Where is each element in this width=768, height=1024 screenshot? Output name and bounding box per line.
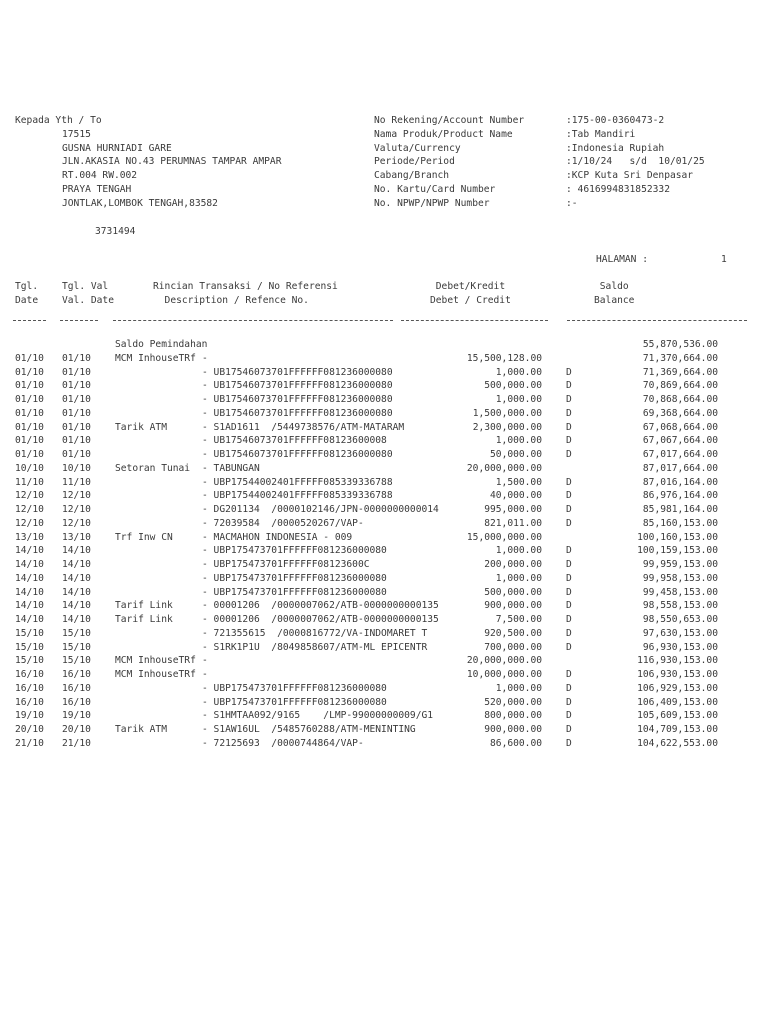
txn-date: 15/10 bbox=[15, 655, 44, 667]
txn-balance: 106,930,153.00 bbox=[637, 669, 718, 680]
txn-balance: 105,609,153.00 bbox=[637, 710, 718, 722]
txn-debit-credit: D bbox=[566, 545, 572, 557]
txn-debit-credit: D bbox=[566, 490, 572, 502]
txn-debit-credit: D bbox=[566, 449, 572, 460]
txn-amount: 1,000.00 bbox=[495, 545, 542, 557]
opening-balance-row bbox=[0, 338, 768, 352]
recipient-block bbox=[15, 114, 282, 211]
txn-value-date: 01/10 bbox=[62, 435, 91, 447]
txn-balance: 71,369,664.00 bbox=[642, 366, 718, 378]
txn-balance: 67,068,664.00 bbox=[642, 421, 718, 433]
txn-amount: 15,500,128.00 bbox=[466, 352, 542, 364]
txn-debit-credit: D bbox=[566, 682, 572, 694]
to-label: Kepada Yth / To bbox=[15, 115, 102, 126]
txn-description: Tarik ATM bbox=[115, 421, 167, 433]
txn-description: MCM InhouseTRf bbox=[115, 352, 196, 364]
txn-value-date: 01/10 bbox=[62, 366, 91, 378]
txn-value-date: 11/10 bbox=[62, 476, 91, 488]
txn-description: Tarik ATM bbox=[115, 724, 167, 735]
separator-balance bbox=[567, 320, 747, 321]
txn-reference: - 72039584 /0000520267/VAP- bbox=[202, 517, 364, 529]
txn-value-date: 01/10 bbox=[62, 352, 91, 364]
txn-debit-credit: D bbox=[566, 407, 572, 419]
txn-reference: - UB17546073701FFFFFF081236000080 bbox=[202, 366, 393, 378]
txn-amount: 1,000.00 bbox=[495, 394, 542, 405]
txn-value-date: 12/10 bbox=[62, 504, 91, 515]
transaction-row bbox=[0, 462, 768, 476]
account-info-value: : 4616994831852332 bbox=[566, 183, 670, 195]
account-info-label: Nama Produk/Product Name bbox=[374, 128, 513, 140]
txn-description: Tarif Link bbox=[115, 614, 173, 625]
txn-reference: - UB17546073701FFFFFF081236000080 bbox=[202, 449, 393, 460]
txn-debit-credit: D bbox=[566, 394, 572, 405]
txn-value-date: 14/10 bbox=[62, 600, 91, 612]
txn-date: 10/10 bbox=[15, 462, 44, 474]
transaction-row bbox=[0, 544, 768, 558]
txn-value-date: 14/10 bbox=[62, 545, 91, 557]
txn-description: Tarif Link bbox=[115, 600, 173, 612]
txn-date: 13/10 bbox=[15, 531, 44, 543]
txn-reference: - 721355615 /0000816772/VA-INDOMARET T bbox=[202, 627, 428, 639]
txn-date: 16/10 bbox=[15, 682, 44, 694]
txn-balance: 70,868,664.00 bbox=[642, 394, 718, 405]
txn-balance: 70,869,664.00 bbox=[642, 380, 718, 392]
txn-value-date: 15/10 bbox=[62, 655, 91, 667]
txn-amount: 995,000.00 bbox=[484, 504, 542, 515]
txn-reference: - UBP17544002401FFFFF085339336788 bbox=[202, 490, 393, 502]
account-info-value: :- bbox=[566, 197, 578, 209]
txn-debit-credit: D bbox=[566, 669, 572, 680]
txn-reference: - S1RK1P1U /8049858607/ATM-ML EPICENTR bbox=[202, 641, 428, 653]
txn-amount: 40,000.00 bbox=[490, 490, 542, 502]
txn-debit-credit: D bbox=[566, 366, 572, 378]
opening-balance-value: 55,870,536.00 bbox=[642, 339, 718, 350]
transaction-row bbox=[0, 627, 768, 641]
txn-reference: - TABUNGAN bbox=[202, 462, 260, 474]
txn-date: 14/10 bbox=[15, 600, 44, 612]
txn-debit-credit: D bbox=[566, 737, 572, 749]
txn-balance: 106,929,153.00 bbox=[637, 682, 718, 694]
txn-reference: - S1AW16UL /5485760288/ATM-MENINTING bbox=[202, 724, 416, 735]
transaction-row bbox=[0, 407, 768, 421]
txn-balance: 96,930,153.00 bbox=[642, 641, 718, 653]
txn-date: 14/10 bbox=[15, 614, 44, 625]
account-info-value: :Indonesia Rupiah bbox=[566, 142, 665, 154]
transaction-row bbox=[0, 723, 768, 737]
txn-balance: 87,017,664.00 bbox=[642, 462, 718, 474]
txn-balance: 87,016,164.00 bbox=[642, 476, 718, 488]
txn-date: 19/10 bbox=[15, 710, 44, 722]
txn-debit-credit: D bbox=[566, 421, 572, 433]
txn-debit-credit: D bbox=[566, 517, 572, 529]
txn-debit-credit: D bbox=[566, 559, 572, 570]
transaction-row bbox=[0, 393, 768, 407]
txn-amount: 920,500.00 bbox=[484, 627, 542, 639]
txn-balance: 86,976,164.00 bbox=[642, 490, 718, 502]
account-info-label: No Rekening/Account Number bbox=[374, 115, 525, 126]
customer-number: 17515 bbox=[62, 128, 91, 140]
txn-amount: 1,000.00 bbox=[495, 682, 542, 694]
txn-amount: 500,000.00 bbox=[484, 380, 542, 392]
txn-reference: - 00001206 /0000007062/ATB-0000000000135 bbox=[202, 600, 439, 612]
address-line-4: JONTLAK,LOMBOK TENGAH,83582 bbox=[62, 197, 218, 209]
txn-amount: 1,500.00 bbox=[495, 476, 542, 488]
transaction-row bbox=[0, 654, 768, 668]
txn-balance: 98,558,153.00 bbox=[642, 600, 718, 612]
txn-date: 12/10 bbox=[15, 490, 44, 502]
account-info-value: :KCP Kuta Sri Denpasar bbox=[566, 170, 694, 182]
txn-amount: 500,000.00 bbox=[484, 586, 542, 598]
txn-amount: 900,000.00 bbox=[484, 600, 542, 612]
txn-date: 01/10 bbox=[15, 366, 44, 378]
transaction-row bbox=[0, 421, 768, 435]
txn-amount: 1,500,000.00 bbox=[472, 407, 542, 419]
txn-date: 16/10 bbox=[15, 669, 44, 680]
txn-amount: 520,000.00 bbox=[484, 696, 542, 708]
txn-amount: 1,000.00 bbox=[495, 435, 542, 447]
account-info-label: Periode/Period bbox=[374, 156, 455, 168]
txn-amount: 900,000.00 bbox=[484, 724, 542, 735]
txn-date: 21/10 bbox=[15, 737, 44, 749]
txn-amount: 10,000,000.00 bbox=[466, 669, 542, 680]
txn-value-date: 01/10 bbox=[62, 449, 91, 460]
txn-value-date: 14/10 bbox=[62, 559, 91, 570]
txn-reference: - UBP175473701FFFFFF081236000080 bbox=[202, 696, 387, 708]
txn-balance: 67,067,664.00 bbox=[642, 435, 718, 447]
txn-reference: - UBP175473701FFFFFF08123600C bbox=[202, 559, 370, 570]
address-line-2: RT.004 RW.002 bbox=[62, 170, 138, 182]
txn-reference: - 00001206 /0000007062/ATB-0000000000135 bbox=[202, 614, 439, 625]
txn-balance: 99,959,153.00 bbox=[642, 559, 718, 570]
txn-value-date: 21/10 bbox=[62, 737, 91, 749]
account-info-label: No. Kartu/Card Number bbox=[374, 183, 496, 195]
txn-reference: - S1AD1611 /5449738576/ATM-MATARAM bbox=[202, 421, 405, 433]
txn-debit-credit: D bbox=[566, 696, 572, 708]
txn-balance: 116,930,153.00 bbox=[637, 655, 718, 667]
txn-balance: 104,622,553.00 bbox=[637, 737, 718, 749]
txn-balance: 71,370,664.00 bbox=[642, 352, 718, 364]
txn-reference: - bbox=[202, 655, 208, 667]
transaction-row bbox=[0, 489, 768, 503]
transaction-row bbox=[0, 641, 768, 655]
txn-date: 01/10 bbox=[15, 394, 44, 405]
txn-amount: 1,000.00 bbox=[495, 572, 542, 584]
txn-date: 12/10 bbox=[15, 517, 44, 529]
header-value-date: Tgl. Val Val. Date bbox=[62, 281, 114, 306]
customer-name: GUSNA HURNIADI GARE bbox=[62, 142, 172, 154]
txn-date: 01/10 bbox=[15, 421, 44, 433]
txn-debit-credit: D bbox=[566, 504, 572, 515]
txn-value-date: 13/10 bbox=[62, 531, 91, 543]
txn-amount: 50,000.00 bbox=[490, 449, 542, 460]
txn-value-date: 19/10 bbox=[62, 710, 91, 722]
txn-value-date: 14/10 bbox=[62, 586, 91, 598]
txn-date: 14/10 bbox=[15, 545, 44, 557]
txn-reference: - bbox=[202, 669, 208, 680]
page-label: HALAMAN : bbox=[596, 254, 648, 265]
txn-balance: 69,368,664.00 bbox=[642, 407, 718, 419]
account-info-label: Cabang/Branch bbox=[374, 170, 450, 182]
txn-balance: 98,550,653.00 bbox=[642, 614, 718, 625]
txn-value-date: 15/10 bbox=[62, 627, 91, 639]
txn-value-date: 16/10 bbox=[62, 696, 91, 708]
transaction-row bbox=[0, 352, 768, 366]
txn-value-date: 12/10 bbox=[62, 517, 91, 529]
transaction-row bbox=[0, 558, 768, 572]
header-balance: Saldo Balance bbox=[594, 281, 635, 306]
txn-reference: - S1HMTAA092/9165 /LMP-99000000009/G1 bbox=[202, 710, 434, 722]
transaction-row bbox=[0, 434, 768, 448]
txn-date: 12/10 bbox=[15, 504, 44, 515]
txn-balance: 97,630,153.00 bbox=[642, 627, 718, 639]
txn-reference: - UB17546073701FFFFFF081236000080 bbox=[202, 407, 393, 419]
txn-date: 14/10 bbox=[15, 572, 44, 584]
header-amount: Debet/Kredit Debet / Credit bbox=[430, 281, 511, 306]
txn-date: 16/10 bbox=[15, 696, 44, 708]
txn-debit-credit: D bbox=[566, 586, 572, 598]
txn-value-date: 20/10 bbox=[62, 724, 91, 735]
txn-amount: 20,000,000.00 bbox=[466, 462, 542, 474]
transaction-row bbox=[0, 503, 768, 517]
txn-balance: 85,981,164.00 bbox=[642, 504, 718, 515]
txn-balance: 99,958,153.00 bbox=[642, 572, 718, 584]
txn-reference: - UBP175473701FFFFFF081236000080 bbox=[202, 682, 387, 694]
txn-reference: - UB17546073701FFFFFF081236000080 bbox=[202, 380, 393, 392]
page-number: 1 bbox=[721, 254, 727, 265]
txn-amount: 20,000,000.00 bbox=[466, 655, 542, 667]
txn-reference: - UB17546073701FFFFFF081236000080 bbox=[202, 394, 393, 405]
txn-amount: 7,500.00 bbox=[495, 614, 542, 625]
txn-date: 01/10 bbox=[15, 407, 44, 419]
header-date: Tgl. Date bbox=[15, 281, 39, 306]
txn-date: 01/10 bbox=[15, 435, 44, 447]
separator-amount bbox=[401, 320, 548, 321]
txn-value-date: 01/10 bbox=[62, 380, 91, 392]
txn-balance: 100,159,153.00 bbox=[637, 545, 718, 557]
txn-reference: - UBP17544002401FFFFF085339336788 bbox=[202, 476, 393, 488]
txn-debit-credit: D bbox=[566, 724, 572, 735]
txn-balance: 106,409,153.00 bbox=[637, 696, 718, 708]
transaction-row bbox=[0, 613, 768, 627]
txn-date: 20/10 bbox=[15, 724, 44, 735]
txn-debit-credit: D bbox=[566, 641, 572, 653]
txn-amount: 15,000,000.00 bbox=[466, 531, 542, 543]
txn-reference: - UB17546073701FFFFFF08123600008 bbox=[202, 435, 387, 447]
reference-code: 3731494 bbox=[95, 226, 136, 237]
transaction-row bbox=[0, 572, 768, 586]
header-description: Rincian Transaksi / No Referensi Description / Refence No. bbox=[153, 281, 338, 306]
transaction-row bbox=[0, 668, 768, 682]
account-info-label: Valuta/Currency bbox=[374, 142, 461, 154]
address-line-3: PRAYA TENGAH bbox=[62, 183, 132, 195]
txn-debit-credit: D bbox=[566, 476, 572, 488]
transaction-row bbox=[0, 476, 768, 490]
txn-debit-credit: D bbox=[566, 710, 572, 722]
txn-debit-credit: D bbox=[566, 614, 572, 625]
txn-date: 14/10 bbox=[15, 586, 44, 598]
txn-debit-credit: D bbox=[566, 380, 572, 392]
txn-balance: 104,709,153.00 bbox=[637, 724, 718, 735]
account-info-value: :1/10/24 s/d 10/01/25 bbox=[566, 156, 705, 168]
txn-date: 01/10 bbox=[15, 380, 44, 392]
transaction-row bbox=[0, 586, 768, 600]
txn-amount: 86,600.00 bbox=[490, 737, 542, 749]
txn-value-date: 15/10 bbox=[62, 641, 91, 653]
txn-date: 15/10 bbox=[15, 641, 44, 653]
txn-debit-credit: D bbox=[566, 572, 572, 584]
txn-value-date: 01/10 bbox=[62, 407, 91, 419]
txn-amount: 1,000.00 bbox=[495, 366, 542, 378]
transaction-row bbox=[0, 379, 768, 393]
txn-date: 01/10 bbox=[15, 449, 44, 460]
txn-amount: 2,300,000.00 bbox=[472, 421, 542, 433]
txn-description: Setoran Tunai bbox=[115, 462, 191, 474]
txn-reference: - bbox=[202, 352, 208, 364]
txn-amount: 821,011.00 bbox=[484, 517, 542, 529]
txn-amount: 200,000.00 bbox=[484, 559, 542, 570]
txn-reference: - UBP175473701FFFFFF081236000080 bbox=[202, 545, 387, 557]
txn-value-date: 12/10 bbox=[62, 490, 91, 502]
transaction-table bbox=[0, 338, 768, 751]
txn-value-date: 16/10 bbox=[62, 669, 91, 680]
txn-reference: - UBP175473701FFFFFF081236000080 bbox=[202, 586, 387, 598]
address-line-1: JLN.AKASIA NO.43 PERUMNAS TAMPAR AMPAR bbox=[62, 156, 282, 168]
txn-description: MCM InhouseTRf bbox=[115, 655, 196, 667]
txn-description: Trf Inw CN bbox=[115, 531, 173, 543]
account-info-value: :175-00-0360473-2 bbox=[566, 115, 665, 126]
txn-reference: - UBP175473701FFFFFF081236000080 bbox=[202, 572, 387, 584]
txn-reference: - 72125693 /0000744864/VAP- bbox=[202, 737, 364, 749]
transaction-row bbox=[0, 531, 768, 545]
txn-balance: 85,160,153.00 bbox=[642, 517, 718, 529]
txn-debit-credit: D bbox=[566, 600, 572, 612]
transaction-row bbox=[0, 696, 768, 710]
separator-value-date bbox=[60, 320, 98, 321]
txn-value-date: 14/10 bbox=[62, 614, 91, 625]
txn-amount: 700,000.00 bbox=[484, 641, 542, 653]
txn-debit-credit: D bbox=[566, 435, 572, 447]
transaction-row bbox=[0, 599, 768, 613]
txn-reference: - MACMAHON INDONESIA - 009 bbox=[202, 531, 353, 543]
transaction-row bbox=[0, 366, 768, 380]
transaction-row bbox=[0, 737, 768, 751]
transaction-row bbox=[0, 448, 768, 462]
txn-date: 11/10 bbox=[15, 476, 44, 488]
txn-value-date: 10/10 bbox=[62, 462, 91, 474]
txn-reference: - DG201134 /0000102146/JPN-0000000000014 bbox=[202, 504, 439, 515]
account-info-value: :Tab Mandiri bbox=[566, 128, 636, 140]
txn-amount: 800,000.00 bbox=[484, 710, 542, 722]
txn-date: 15/10 bbox=[15, 627, 44, 639]
txn-description: MCM InhouseTRf bbox=[115, 669, 196, 680]
account-info-label: No. NPWP/NPWP Number bbox=[374, 197, 490, 209]
transaction-row bbox=[0, 709, 768, 723]
txn-value-date: 01/10 bbox=[62, 421, 91, 433]
transaction-row bbox=[0, 517, 768, 531]
opening-balance-label: Saldo Pemindahan bbox=[115, 339, 208, 350]
txn-debit-credit: D bbox=[566, 627, 572, 639]
separator-description bbox=[113, 320, 393, 321]
txn-value-date: 16/10 bbox=[62, 682, 91, 694]
txn-value-date: 01/10 bbox=[62, 394, 91, 405]
txn-balance: 67,017,664.00 bbox=[642, 449, 718, 460]
txn-date: 01/10 bbox=[15, 352, 44, 364]
transaction-row bbox=[0, 682, 768, 696]
separator-date bbox=[13, 320, 46, 321]
txn-balance: 100,160,153.00 bbox=[637, 531, 718, 543]
txn-balance: 99,458,153.00 bbox=[642, 586, 718, 598]
txn-date: 14/10 bbox=[15, 559, 44, 570]
txn-value-date: 14/10 bbox=[62, 572, 91, 584]
